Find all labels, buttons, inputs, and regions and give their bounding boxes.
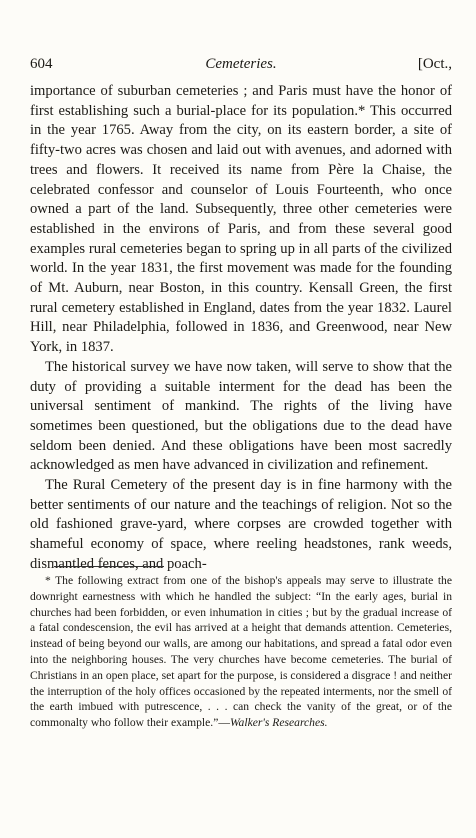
issue-month: [Oct., — [417, 56, 452, 72]
running-title: Cemeteries. — [205, 56, 277, 72]
footnote-text: * The following extract from one of the bishop's appeals may serve to illustrate the downright earnestness with which he handled the subject: “In the early ages, burial in churches had been forbidden, or even inhumation in cities ; but by the gradual increase of a fatal condescension, the evil has arrived at a height that demands attention. Cemeteries, instead of being beyond our walls, are among our habitations, and spread a fatal odor even into the neighboring houses. The very churches have become cemeteries. The burial of Christians in an open place, set apart for the purpose, is considered a disgrace ! and neither the interruption of the holy offices occasioned by the repeated interments, nor the smell of the earth imbued with putrescence, . . . can check the vanity of the great, or of the commonalty who follow their example.”— — [30, 574, 452, 730]
footnote-rule — [54, 566, 164, 567]
page-number: 604 — [30, 56, 53, 72]
running-header — [30, 56, 452, 76]
footnote-paragraph — [30, 573, 452, 731]
paragraph: importance of suburban cemeteries ; and Paris must have the honor of first establishing such a burial-place for its population.* This occurred in the year 1765. Away from the city, on its eastern border, a site of fifty-two acres was chosen and laid out with avenues, and adorned with trees and flowers. It received its name from Père la Chaise, the celebrated confessor and counselor of Louis Fourteenth, who once owned a part of the land. Subsequently, three other cemeteries were established in the environs of Paris, and from these several good examples rural cemeteries began to spring up in all parts of the civilized world. In the year 1831, the first movement was made for the founding of Mt. Auburn, near Boston, in this country. Kensall Green, the first rural cemetery established in England, dates from the year 1832. Laurel Hill, near Philadelphia, followed in 1836, and Greenwood, near New York, in 1837. — [30, 83, 452, 356]
footnote — [30, 573, 452, 731]
paragraph: The historical survey we have now taken, will serve to show that the duty of providing a suitable interment for the dead has been the universal sentiment of mankind. The rights of the living have sometimes been questioned, but the obligations due to the dead have seldom been denied. And these obligations have been most sacredly acknowledged as men have advanced in civilization and refinement. — [30, 358, 452, 474]
paragraph: The Rural Cemetery of the present day is in fine harmony with the better sentiments of our nature and the teachings of religion. Not so the old fashioned grave-yard, where corpses are crowded together with shameful economy of space, where reeling headstones, rank weeds, dismantled fences, and poach- — [30, 477, 452, 572]
footnote-citation: Walker's Researches. — [229, 716, 328, 730]
body-text — [30, 82, 452, 575]
